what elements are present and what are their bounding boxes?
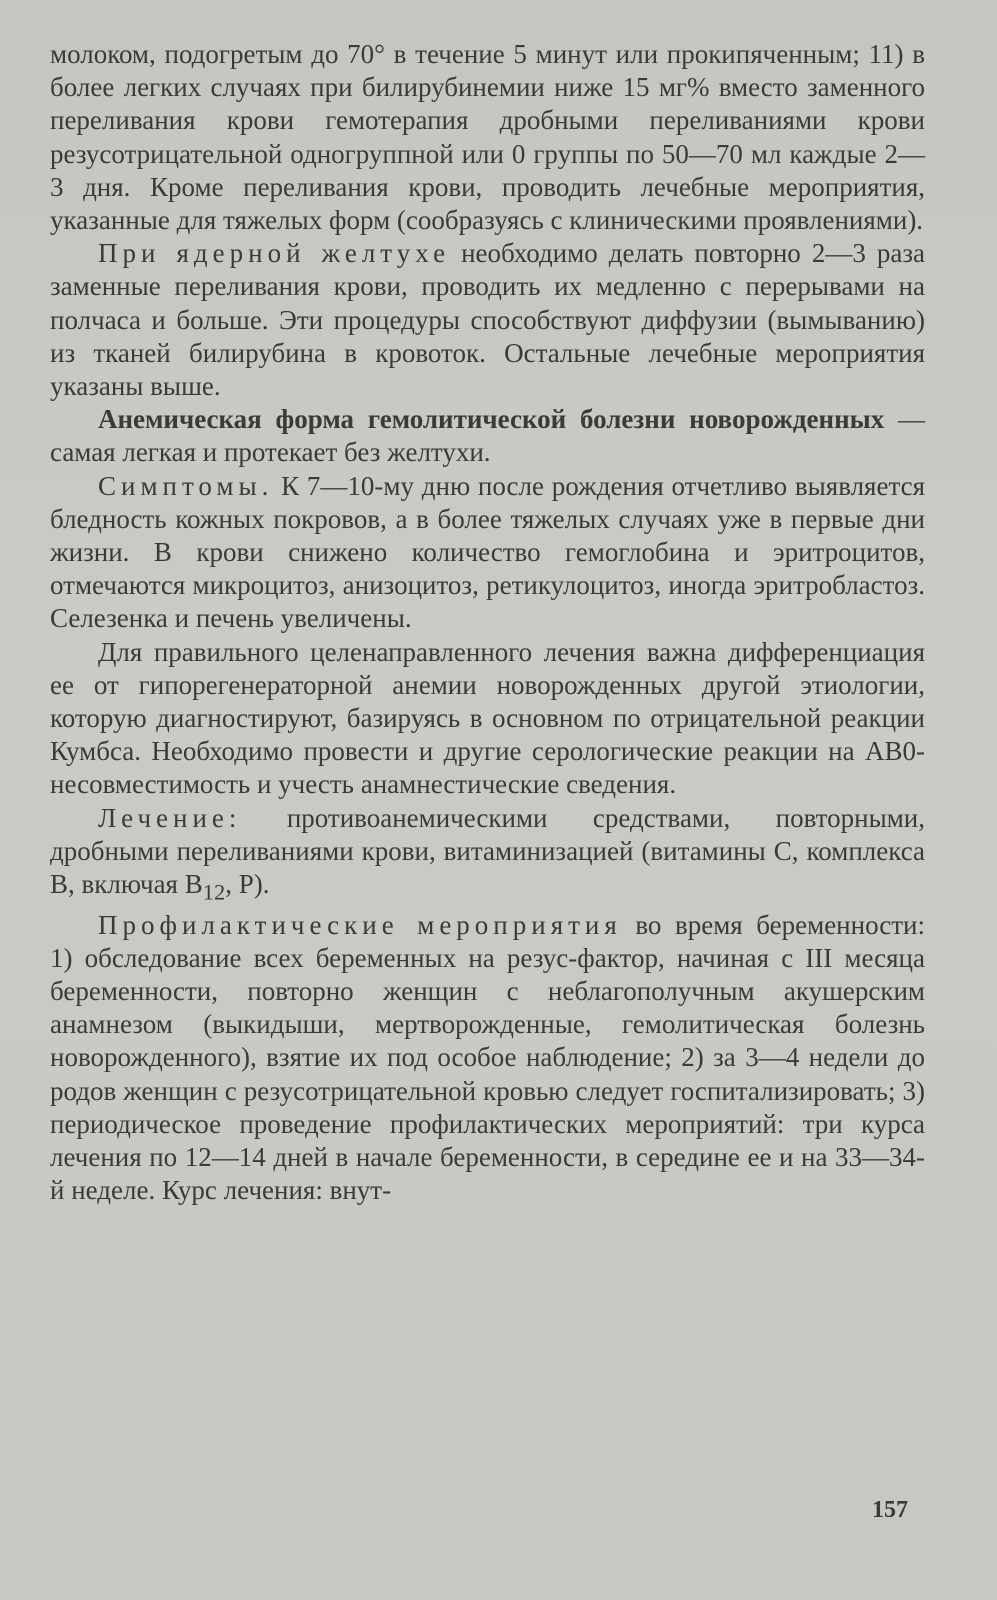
paragraph-3 (50, 403, 925, 469)
paragraph-3-text: — самая легкая и протекает без желтухи. (50, 404, 926, 468)
paragraph-6-subscript: 12 (202, 879, 226, 905)
paragraph-6-text: противоанемическими средствами, повторными, дробными переливаниями крови, витаминизацией (витамины С, комплекса В, включая В (50, 802, 925, 900)
paragraph-4-lead: Симптомы. (98, 470, 274, 501)
paragraph-1 (50, 38, 925, 237)
paragraph-1-text: молоком, подогретым до 70° в течение 5 минут или прокипяченным; 11) в более легких случаях при билирубинемии ниже 15 мг% вместо заменного переливания крови гемотерапия дробными переливаниями крови резусотрицательной одногруппной или 0 группы по 50—70 мл каждые 2—3 дня. Кроме переливания крови, проводить лечебные мероприятия, указанные для тяжелых форм (сообразуясь с клиническими проявлениями). (50, 39, 925, 236)
paragraph-7-lead: Профилактические мероприятия (98, 909, 622, 940)
paragraph-7-text: во время беременности: 1) обследование всех беременных на резус-фактор, начиная с III месяца беременности, повторно женщин с неблагополучным акушерским анамнезом (выкидыши, мертворожденные, гемолитическая болезнь новорожденного), взятие их под особое наблюдение; 2) за 3—4 недели до родов женщин с резусотрицательной кровью следует госпитализировать; 3) периодическое проведение профилактических мероприятий: три курса лечения по 12—14 дней в начале беременности, в середине ее и на 33—34-й неделе. Курс лечения: внут- (50, 909, 925, 1206)
paragraph-6 (50, 802, 925, 909)
paragraph-5-text: Для правильного целенаправленного лечения важна дифференциация ее от гипорегенераторной анемии новорожденных другой этиологии, которую диагностируют, базируясь в основном по отрицательной реакции Кумбса. Необходимо провести и другие серологические реакции на АВ0-несовместимость и учесть анамнестические сведения. (50, 636, 925, 800)
paragraph-2-text: необходимо делать повторно 2—3 раза заменные переливания крови, проводить их медленно с перерывами на полчаса и больше. Эти процедуры способствуют диффузии (вымыванию) из тканей билирубина в кровоток. Остальные лечебные мероприятия указаны выше. (50, 238, 925, 402)
paragraph-4 (50, 470, 925, 636)
paragraph-6-tail: , Р). (225, 869, 270, 900)
text-column (50, 38, 925, 1208)
page-number: 157 (872, 1497, 908, 1523)
paragraph-2-lead: При ядерной желтухе (98, 238, 451, 269)
paragraph-2 (50, 237, 925, 403)
paragraph-5 (50, 636, 925, 802)
paragraph-6-lead: Лечение: (98, 802, 242, 833)
paragraph-7 (50, 909, 925, 1208)
paragraph-3-lead: Анемическая форма гемолитической болезни новорожденных (98, 404, 885, 435)
paragraph-4-text: К 7—10-му дню после рождения отчетливо выявляется бледность кожных покровов, а в более тяжелых случаях уже в первые дни жизни. В крови снижено количество гемоглобина и эритроцитов, отмечаются микроцитоз, анизоцитоз, ретикулоцитоз, иногда эритробластоз. Селезенка и печень увеличены. (50, 470, 925, 634)
